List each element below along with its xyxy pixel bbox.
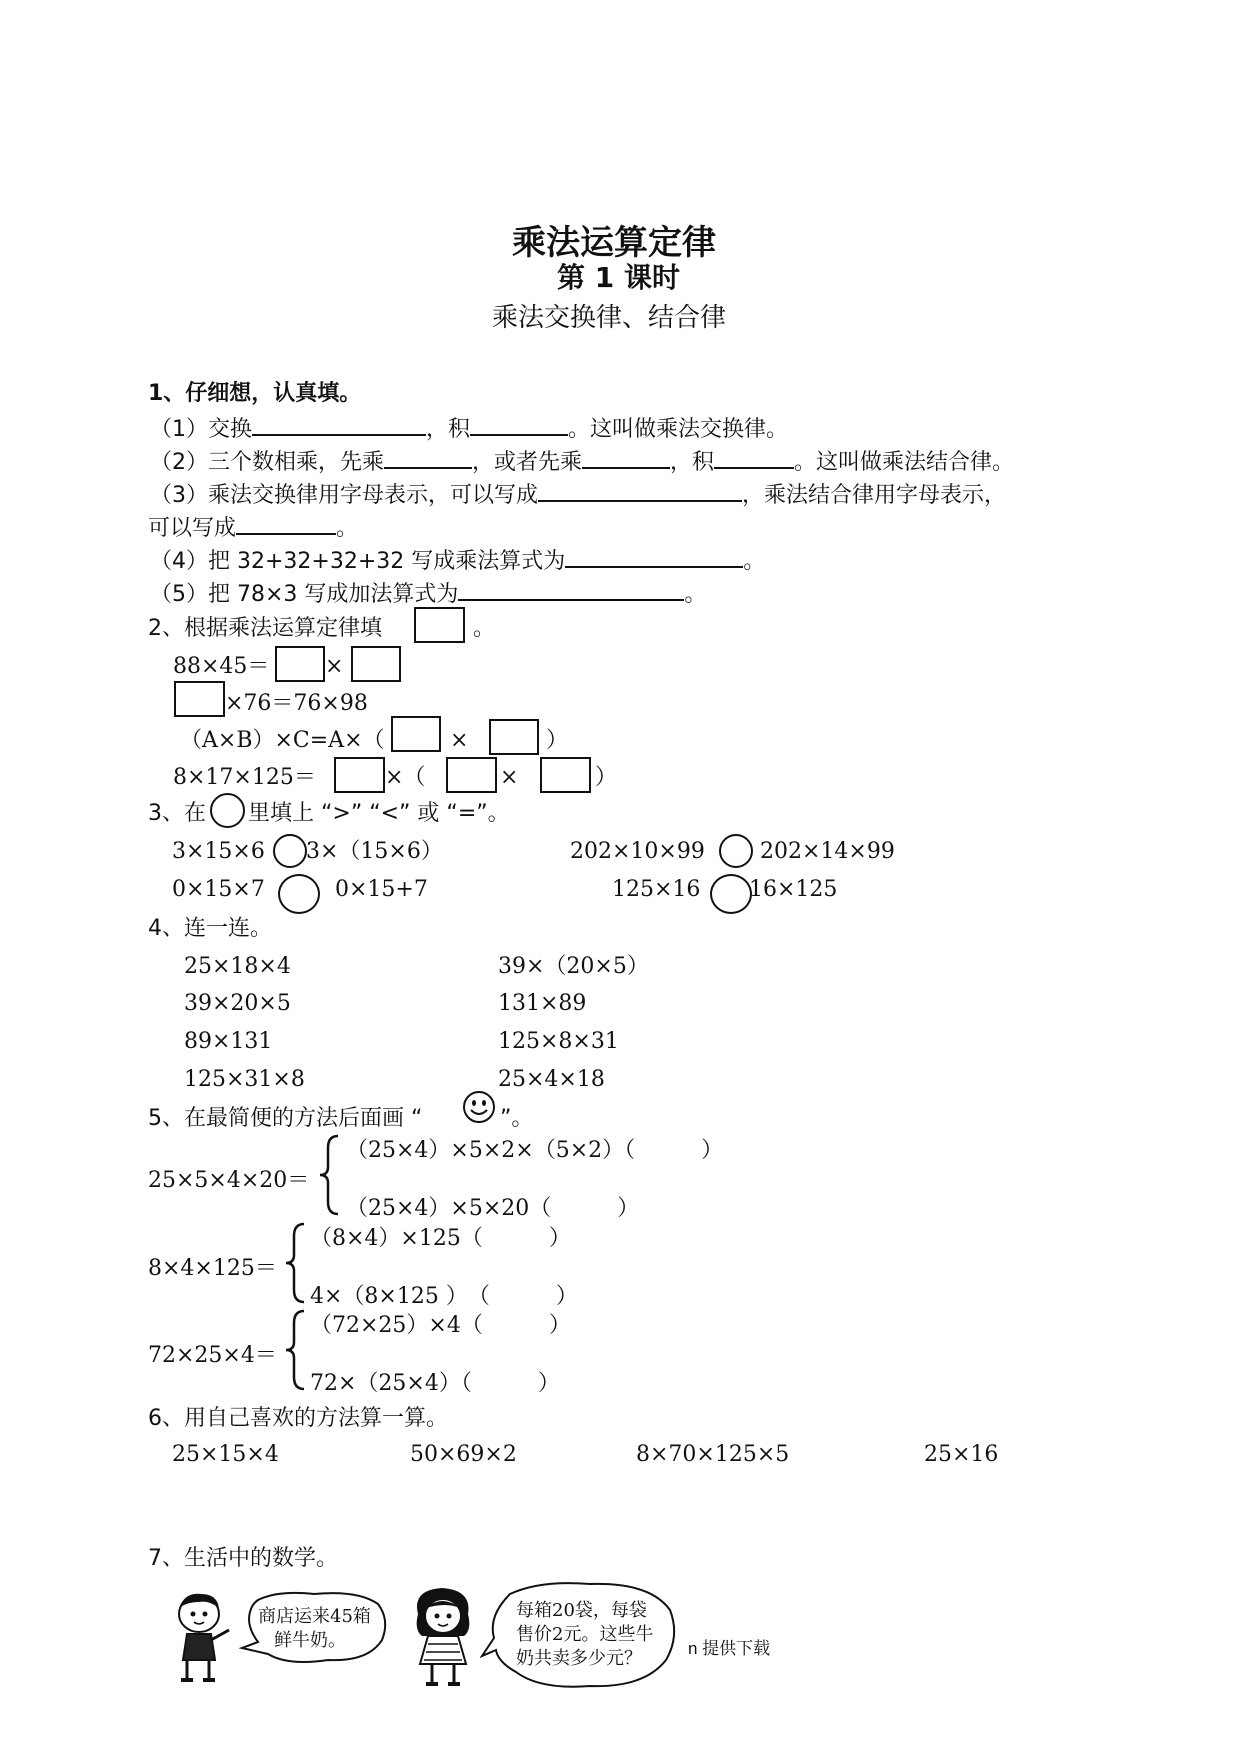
- answer-box[interactable]: [351, 646, 401, 682]
- q1-line2: [150, 449, 1014, 474]
- q2-row4-text-b: ×（: [385, 765, 426, 790]
- answer-blank[interactable]: [565, 548, 743, 568]
- answer-box[interactable]: [446, 757, 497, 793]
- q6-heading: 6、用自己喜欢的方法算一算。: [148, 1406, 448, 1431]
- q3-c-left: 0×15×7: [172, 877, 265, 902]
- q3-b-right: 202×14×99: [760, 839, 895, 864]
- q5-g3-bottom: 72×（25×4）（ ）: [310, 1371, 560, 1396]
- q5-heading-a: 5、在最简便的方法后面画 “: [148, 1106, 423, 1131]
- answer-box[interactable]: [334, 757, 385, 793]
- q2-row4-close: ）: [595, 765, 618, 790]
- q1-line1: [150, 416, 788, 441]
- q6-item: 50×69×2: [410, 1442, 517, 1467]
- q3-d-left: 125×16: [612, 877, 701, 902]
- q4-right-item[interactable]: 25×4×18: [498, 1067, 605, 1092]
- q2-row3-times: ×: [450, 728, 469, 753]
- q4-right-item[interactable]: 125×8×31: [498, 1029, 619, 1054]
- answer-blank[interactable]: [458, 581, 684, 601]
- q6-item: 25×16: [924, 1442, 999, 1467]
- q1-line3: [150, 482, 1006, 507]
- q3-a-left: 3×15×6: [172, 839, 265, 864]
- answer-circle[interactable]: [210, 793, 245, 828]
- q5-g1-bottom: （25×4）×5×20（ ）: [346, 1196, 640, 1221]
- q1-l2-text-c: ，积: [670, 450, 715, 475]
- answer-box[interactable]: [174, 681, 225, 717]
- q3-a-right: 3×（15×6）: [306, 839, 443, 864]
- q4-right-item[interactable]: 39×（20×5）: [498, 954, 649, 979]
- speech-bubble: [238, 1590, 390, 1670]
- answer-circle[interactable]: [719, 834, 753, 868]
- q4-left-item[interactable]: 89×131: [184, 1029, 273, 1054]
- q1-l5-text-b: 。: [684, 582, 707, 607]
- answer-box[interactable]: [414, 607, 465, 643]
- lesson-topic: 乘法交换律、结合律: [492, 303, 727, 333]
- q2-row1-times: ×: [325, 654, 344, 679]
- answer-blank[interactable]: [236, 515, 336, 535]
- answer-box[interactable]: [391, 716, 441, 752]
- q7-heading: 7、生活中的数学。: [148, 1546, 338, 1571]
- q1-l3-text-d: 。: [336, 516, 359, 541]
- q1-l3-text-c: 可以写成: [148, 516, 237, 541]
- brace-icon: [284, 1222, 308, 1308]
- lesson-number: 第 1 课时: [557, 261, 680, 294]
- q1-l4-text-b: 。: [743, 549, 766, 574]
- q1-l1-text-b: ，积: [426, 417, 471, 442]
- q2-row4-times: ×: [500, 765, 519, 790]
- q1-l2-text-a: （2）三个数相乘，先乘: [150, 450, 384, 475]
- q1-line3-cont: [148, 515, 358, 540]
- q2-heading: 2、根据乘法运算定律填: [148, 616, 382, 641]
- speech-bubble: [480, 1580, 680, 1692]
- q5-g1-lhs: 25×5×4×20＝: [148, 1168, 310, 1193]
- q3-heading-a: 3、在: [148, 801, 206, 826]
- bubble1-line2: 鲜牛奶。: [274, 1630, 346, 1651]
- q4-left-item[interactable]: 39×20×5: [184, 991, 291, 1016]
- q4-left-item[interactable]: 25×18×4: [184, 954, 291, 979]
- q1-l4-text-a: （4）把 32+32+32+32 写成乘法算式为: [150, 549, 566, 574]
- q3-heading-b: 里填上 “>” “<” 或 “=”。: [248, 801, 510, 826]
- answer-circle[interactable]: [273, 834, 307, 868]
- bubble2-line3: 奶共卖多少元？: [516, 1648, 642, 1669]
- q1-l3-text-a: （3）乘法交换律用字母表示，可以写成: [150, 483, 538, 508]
- q1-l2-text-d: 。这叫做乘法结合律。: [794, 450, 1015, 475]
- q1-l1-text-c: 。这叫做乘法交换律。: [568, 417, 789, 442]
- q5-g2-lhs: 8×4×125＝: [148, 1256, 277, 1281]
- q4-right-item[interactable]: 131×89: [498, 991, 587, 1016]
- answer-box[interactable]: [275, 646, 325, 682]
- bubble2-line1: 每箱20袋，每袋: [516, 1600, 647, 1621]
- answer-blank[interactable]: [538, 482, 742, 502]
- q2-row1-text: 88×45＝: [173, 654, 270, 679]
- q1-line4: [150, 548, 765, 573]
- q1-l1-text-a: （1）交换: [150, 417, 252, 442]
- smiley-icon: [462, 1090, 496, 1124]
- answer-box[interactable]: [489, 719, 539, 755]
- q6-item: 25×15×4: [172, 1442, 279, 1467]
- q4-heading: 4、连一连。: [148, 916, 272, 941]
- cartoon-boy-illustration: [165, 1586, 245, 1686]
- q5-g3-lhs: 72×25×4＝: [148, 1343, 277, 1368]
- q3-d-right: 16×125: [749, 877, 838, 902]
- q5-g2-top: （8×4）×125（ ）: [310, 1226, 571, 1251]
- answer-blank[interactable]: [714, 449, 794, 469]
- q2-heading-end: 。: [473, 616, 496, 641]
- bubble1-line1: 商店运来45箱: [258, 1606, 371, 1627]
- answer-circle[interactable]: [710, 874, 752, 914]
- bubble2-line2: 售价2元。这些牛: [516, 1624, 654, 1645]
- q1-heading: 1、仔细想，认真填。: [148, 381, 362, 406]
- q5-g1-top: （25×4）×5×2×（5×2）（ ）: [346, 1138, 724, 1163]
- answer-blank[interactable]: [582, 449, 670, 469]
- q3-b-left: 202×10×99: [570, 839, 705, 864]
- q1-l3-text-b: ，乘法结合律用字母表示，: [742, 483, 1007, 508]
- q1-l2-text-b: ，或者先乘: [472, 450, 583, 475]
- q2-row3-close: ）: [546, 728, 569, 753]
- cartoon-girl-illustration: [402, 1584, 484, 1692]
- q2-row3-text-a: （A×B）×C=A×（: [180, 728, 385, 753]
- download-credit: n 提供下载: [688, 1639, 771, 1658]
- answer-blank[interactable]: [384, 449, 472, 469]
- brace-icon: [284, 1309, 308, 1395]
- q1-l5-text-a: （5）把 78×3 写成加法算式为: [150, 582, 459, 607]
- q2-row2-text: ×76＝76×98: [225, 691, 368, 716]
- q2-row4-text-a: 8×17×125＝: [173, 765, 316, 790]
- answer-circle[interactable]: [278, 874, 320, 914]
- answer-blank[interactable]: [252, 416, 426, 436]
- q5-g3-top: （72×25）×4（ ）: [310, 1313, 571, 1338]
- answer-blank[interactable]: [470, 416, 568, 436]
- page-title: 乘法运算定律: [512, 223, 716, 263]
- q5-heading-b: ”。: [500, 1106, 534, 1131]
- answer-box[interactable]: [540, 757, 591, 793]
- q1-line5: [150, 581, 706, 606]
- q5-g2-bottom: 4×（8×125 ） （ ）: [310, 1284, 578, 1309]
- brace-icon: [318, 1134, 342, 1220]
- q6-item: 8×70×125×5: [636, 1442, 790, 1467]
- q3-c-right: 0×15+7: [335, 877, 428, 902]
- q4-left-item[interactable]: 125×31×8: [184, 1067, 305, 1092]
